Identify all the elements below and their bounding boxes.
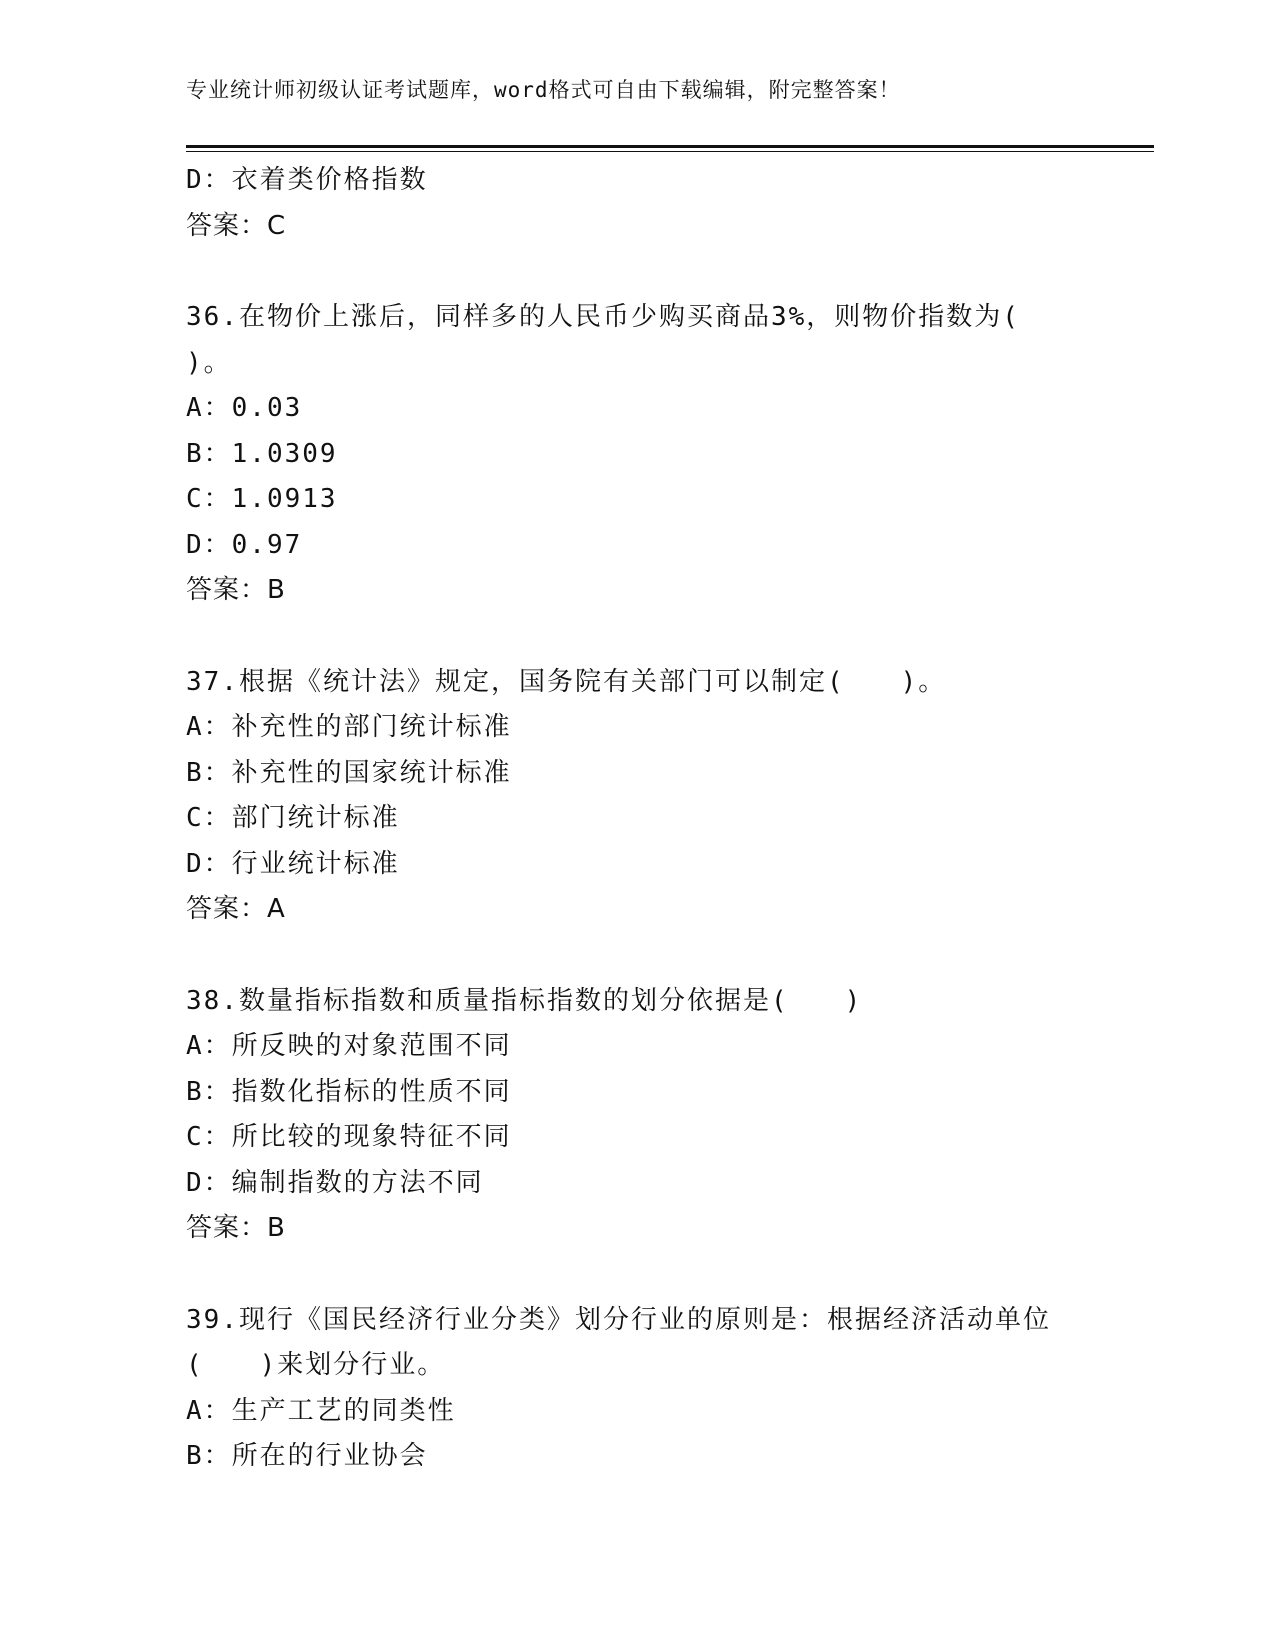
question-content — [186, 158, 1086, 1480]
question-block — [186, 158, 1086, 249]
answer-line: 答案：B — [186, 1213, 286, 1243]
question-block — [186, 660, 1086, 933]
question-block — [186, 1298, 1086, 1480]
answer-line: 答案：C — [186, 210, 287, 241]
option-line: C：1.0913 — [186, 484, 338, 514]
question-block — [186, 295, 1086, 614]
option-line: D：衣着类价格指数 — [186, 165, 428, 195]
question-line: 39.现行《国民经济行业分类》划分行业的原则是：根据经济活动单位 — [186, 1304, 1051, 1335]
option-line: D：行业统计标准 — [186, 848, 400, 879]
option-line: A：所反映的对象范围不同 — [186, 1031, 512, 1061]
question-line: ( )来划分行业。 — [186, 1350, 446, 1380]
question-line: 37.根据《统计法》规定，国务院有关部门可以制定( )。 — [186, 666, 947, 697]
option-line: A：补充性的部门统计标准 — [186, 712, 512, 742]
option-line: C：部门统计标准 — [186, 803, 400, 833]
page-header: 专业统计师初级认证考试题库，word格式可自由下载编辑，附完整答案！ — [186, 78, 901, 102]
option-line: B：补充性的国家统计标准 — [186, 757, 512, 788]
option-line: B：1.0309 — [186, 438, 338, 469]
question-block — [186, 979, 1086, 1252]
option-line: A：0.03 — [186, 393, 303, 423]
answer-line: 答案：B — [186, 575, 286, 605]
answer-line: 答案：A — [186, 894, 286, 924]
header-rule-thick — [186, 145, 1154, 148]
question-line: 38.数量指标指数和质量指标指数的划分依据是( ) — [186, 985, 863, 1016]
option-line: D：编制指数的方法不同 — [186, 1167, 484, 1198]
option-line: B：所在的行业协会 — [186, 1441, 428, 1471]
question-line: 36.在物价上涨后，同样多的人民币少购买商品3%，则物价指数为( — [186, 302, 1020, 332]
option-line: B：指数化指标的性质不同 — [186, 1076, 512, 1107]
question-line: )。 — [186, 347, 232, 378]
header-rule-thin — [186, 151, 1154, 152]
option-line: D：0.97 — [186, 529, 303, 560]
option-line: C：所比较的现象特征不同 — [186, 1122, 512, 1152]
option-line: A：生产工艺的同类性 — [186, 1395, 456, 1426]
